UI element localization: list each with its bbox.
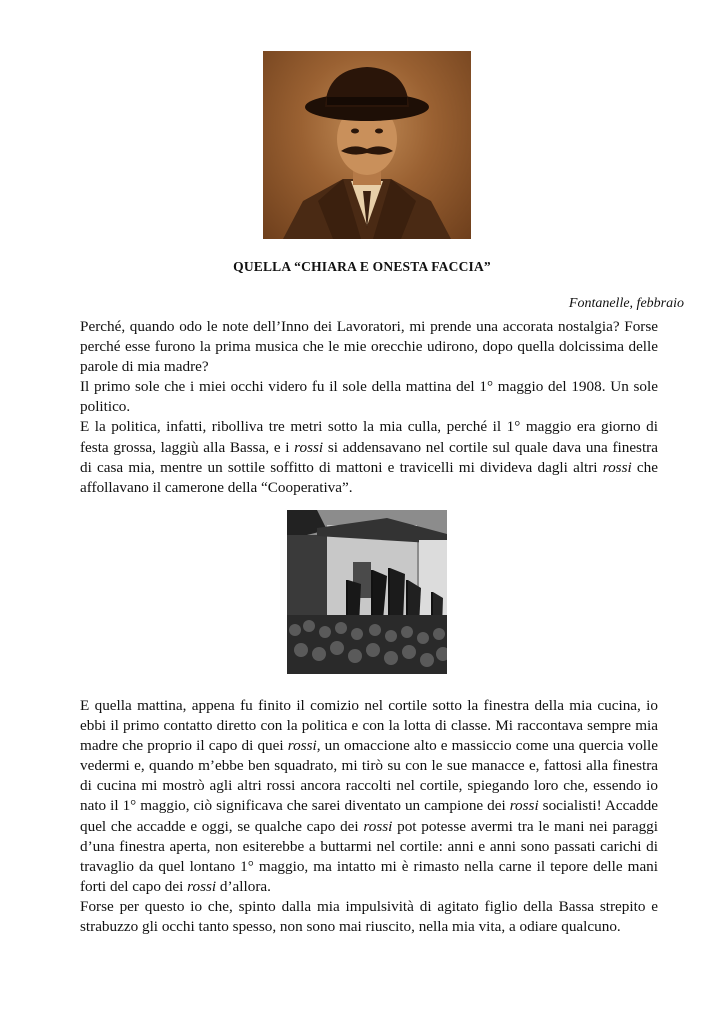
place-date: Fontanelle, febbraio	[568, 296, 684, 311]
crowd-photo	[287, 510, 447, 674]
paragraph-4: E quella mattina, appena fu finito il comizio nel cortile sotto la finestra della mia cucina, io ebbi il primo contatto diretto con la politica e con la lotta di classe. Mi raccontava sempre mia madre che proprio il capo di quei rossi, un omaccione alto e massiccio come una quercia volle vedermi e, quando m’ebbe ben squadrato, mi tirò su con le sue manacce e, fattosi alla finestra di cucina mi mostrò agli altri rossi ancora raccolti nel cortile, spiegando loro che, essendo io nato il 1° maggio, ciò significava che sarei diventato un campione dei rossi socialisti! Accadde quel che accadde e oggi, se qualche capo dei rossi pot potesse avermi tra le mani nei paraggi d’una finestra aperta, non esiterebbe a buttarmi nel cortile: anni e anni sono passati carichi di travaglio da quel lontano 1° maggio, ma intatto mi è rimasto nella carne il tepore delle mani forti del capo dei rossi d’allora.	[80, 697, 658, 895]
text-block-main	[80, 696, 658, 937]
text-block-top	[80, 317, 658, 498]
portrait-photo	[263, 51, 471, 239]
paragraph-3: E la politica, infatti, ribolliva tre metri sotto la mia culla, perché il 1° maggio era giorno di festa grossa, laggiù alla Bassa, e i rossi si addensavano nel cortile sul quale dava una finestra di casa mia, mentre un sottile soffitto di mattoni e travicelli mi divideva dagli altri rossi che affollavano il camerone della “Cooperativa”.	[80, 418, 658, 496]
document-title: QUELLA “CHIARA E ONESTA FACCIA”	[233, 259, 491, 274]
paragraph-1: Perché, quando odo le note dell’Inno dei Lavoratori, mi prende una accorata nostalgia? Forse perché esse furono la prima musica che le mie orecchie udirono, dopo quella dolcissima delle parole di mia madre?	[80, 318, 658, 376]
paragraph-5: Forse per questo io che, spinto dalla mia impulsività di agitato figlio della Bassa strepito e strabuzzo gli occhi tanto spesso, non sono mai riuscito, nella mia vita, a odiare qualcuno.	[80, 897, 658, 936]
paragraph-2: Il primo sole che i miei occhi videro fu il sole della mattina del 1° maggio del 1908. Un sole politico.	[80, 378, 658, 416]
